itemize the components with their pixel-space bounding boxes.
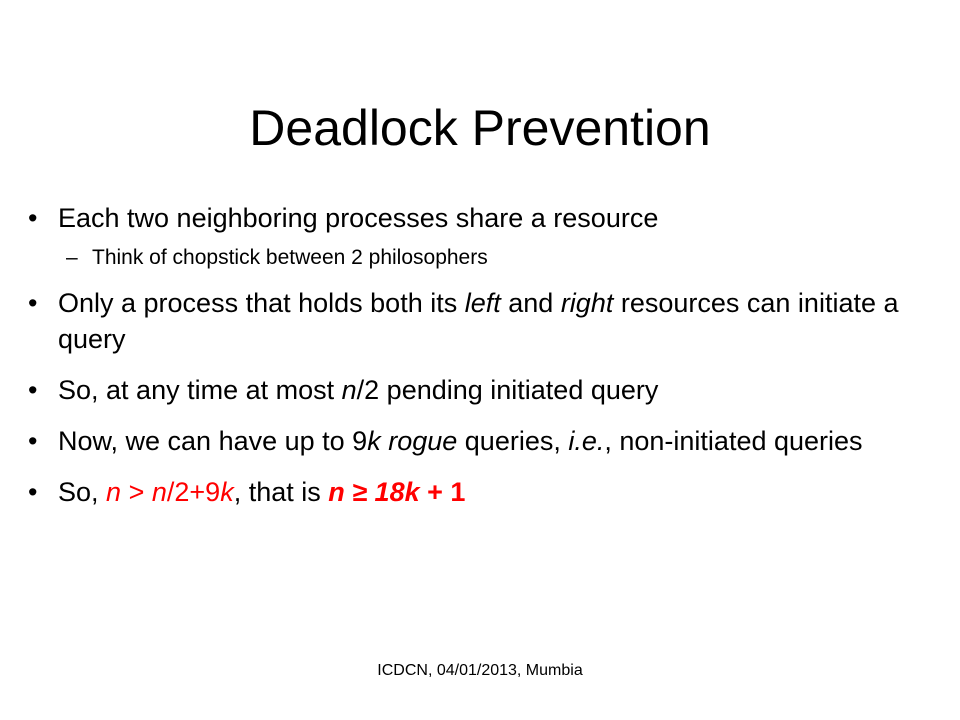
text-span: Now, we can have up to 9 bbox=[58, 426, 368, 456]
sub-bullet-item bbox=[26, 244, 936, 272]
italic-n: n bbox=[106, 477, 122, 507]
italic-k: k bbox=[404, 477, 420, 507]
text-span: /2+9 bbox=[166, 477, 221, 507]
italic-right: right bbox=[560, 288, 614, 318]
bullet-item bbox=[26, 200, 936, 236]
text-span: queries, bbox=[457, 426, 569, 456]
red-bold-formula bbox=[328, 477, 465, 507]
text-span: > bbox=[121, 477, 152, 507]
red-formula bbox=[106, 477, 234, 507]
bullet-text: Each two neighboring processes share a resource bbox=[58, 203, 659, 233]
text-span: So, bbox=[58, 477, 107, 507]
italic-rogue: rogue bbox=[388, 426, 458, 456]
italic-n-ge: n ≥ 18 bbox=[328, 477, 405, 507]
italic-n: n bbox=[341, 375, 357, 405]
text-span: , non-initiated queries bbox=[604, 426, 863, 456]
text-span: and bbox=[500, 288, 561, 318]
bullet-item bbox=[26, 423, 936, 459]
sub-bullet-text: Think of chopstick between 2 philosophers bbox=[92, 246, 488, 269]
text-span: Only a process that holds both its bbox=[58, 288, 465, 318]
bullet-item bbox=[26, 285, 936, 357]
text-span: , that is bbox=[233, 477, 329, 507]
slide-footer: ICDCN, 04/01/2013, Mumbia bbox=[377, 662, 583, 679]
italic-ie: i.e. bbox=[568, 426, 605, 456]
italic-left: left bbox=[464, 288, 501, 318]
italic-k: k bbox=[220, 477, 234, 507]
text-span: /2 pending initiated query bbox=[356, 375, 659, 405]
dash-marker: – bbox=[66, 246, 78, 269]
text-span: So, at any time at most bbox=[58, 375, 342, 405]
text-span: resources can initiate a query bbox=[58, 288, 899, 354]
italic-k: k bbox=[367, 426, 381, 456]
italic-n: n bbox=[151, 477, 167, 507]
slide-body bbox=[26, 200, 936, 525]
text-span: + 1 bbox=[419, 477, 466, 507]
slide-title: Deadlock Prevention bbox=[249, 100, 711, 156]
bullet-item bbox=[26, 372, 936, 408]
bullet-item bbox=[26, 474, 936, 510]
